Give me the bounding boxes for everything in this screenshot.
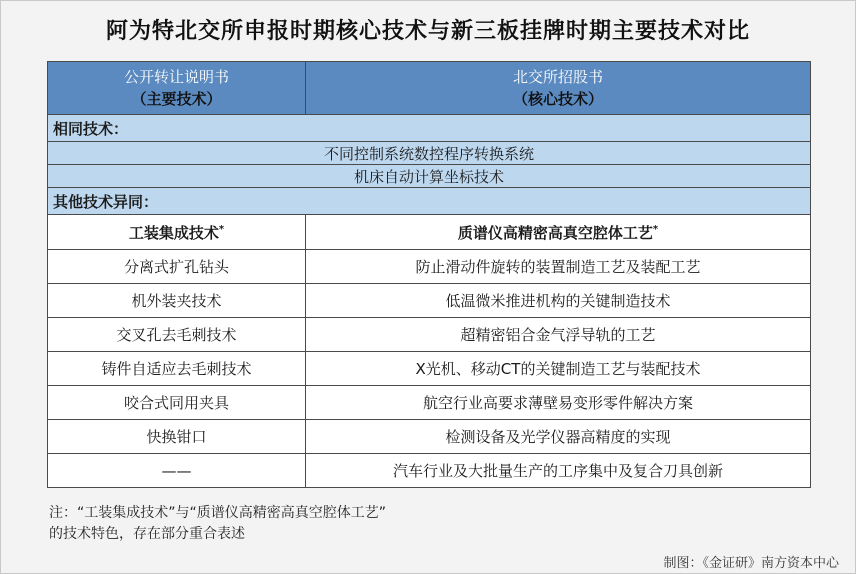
row-right-cell: 航空行业高要求薄壁易变形零件解决方案 (306, 386, 811, 420)
comparison-table (47, 61, 811, 488)
same-tech-item: 不同控制系统数控程序转换系统 (48, 142, 811, 165)
diff-col-left-label: 工装集成技术 (128, 223, 219, 242)
table-row (48, 454, 811, 488)
footnote-line: 的技术特色，存在部分重合表述 (49, 526, 245, 542)
header-left-subtitle: （主要技术） (131, 90, 222, 108)
table-row (48, 318, 811, 352)
row-left-cell: 快换钳口 (48, 420, 306, 454)
row-left-cell: 机外装夹技术 (48, 284, 306, 318)
diff-col-right-header (306, 215, 811, 250)
header-right-subtitle: （核心技术） (512, 90, 603, 108)
asterisk-marker: * (652, 223, 659, 235)
diff-column-header-row (48, 215, 811, 250)
row-left-cell: 分离式扩孔钻头 (48, 250, 306, 284)
row-left-cell: 交叉孔去毛刺技术 (48, 318, 306, 352)
footnote-line: 注：“工装集成技术”与“质谱仪高精密高真空腔体工艺” (49, 505, 387, 521)
header-left-title: 公开转让说明书 (123, 68, 229, 86)
header-left-cell (48, 62, 306, 115)
source-credit: 制图：《金证研》南方资本中心 (663, 556, 839, 571)
same-tech-row (48, 142, 811, 165)
same-tech-row (48, 165, 811, 188)
header-right-cell (306, 62, 811, 115)
table-row (48, 250, 811, 284)
row-left-cell: 咬合式同用夹具 (48, 386, 306, 420)
diff-section-label: 其他技术异同： (48, 188, 811, 215)
row-right-cell: 防止滑动件旋转的装置制造工艺及装配工艺 (306, 250, 811, 284)
row-left-cell: 铸件自适应去毛刺技术 (48, 352, 306, 386)
table-row (48, 284, 811, 318)
table-row (48, 386, 811, 420)
row-right-cell: X光机、移动CT的关键制造工艺与装配技术 (306, 352, 811, 386)
table-header-row (48, 62, 811, 115)
same-section-row (48, 115, 811, 142)
page-title: 阿为特北交所申报时期核心技术与新三板挂牌时期主要技术对比 (105, 19, 750, 44)
same-tech-item: 机床自动计算坐标技术 (48, 165, 811, 188)
diff-col-left-header (48, 215, 306, 250)
row-right-cell: 检测设备及光学仪器高精度的实现 (306, 420, 811, 454)
footnote (49, 503, 386, 545)
header-right-title: 北交所招股书 (512, 68, 603, 86)
table-row (48, 420, 811, 454)
table-row (48, 352, 811, 386)
row-right-cell: 超精密铝合金气浮导轨的工艺 (306, 318, 811, 352)
row-right-cell: 低温微米推进机构的关键制造技术 (306, 284, 811, 318)
asterisk-marker: * (218, 223, 225, 235)
diff-col-right-label: 质谱仪高精密高真空腔体工艺 (457, 223, 653, 242)
row-left-cell: —— (48, 454, 306, 488)
row-right-cell: 汽车行业及大批量生产的工序集中及复合刀具创新 (306, 454, 811, 488)
same-section-label: 相同技术： (48, 115, 811, 142)
diff-section-row (48, 188, 811, 215)
